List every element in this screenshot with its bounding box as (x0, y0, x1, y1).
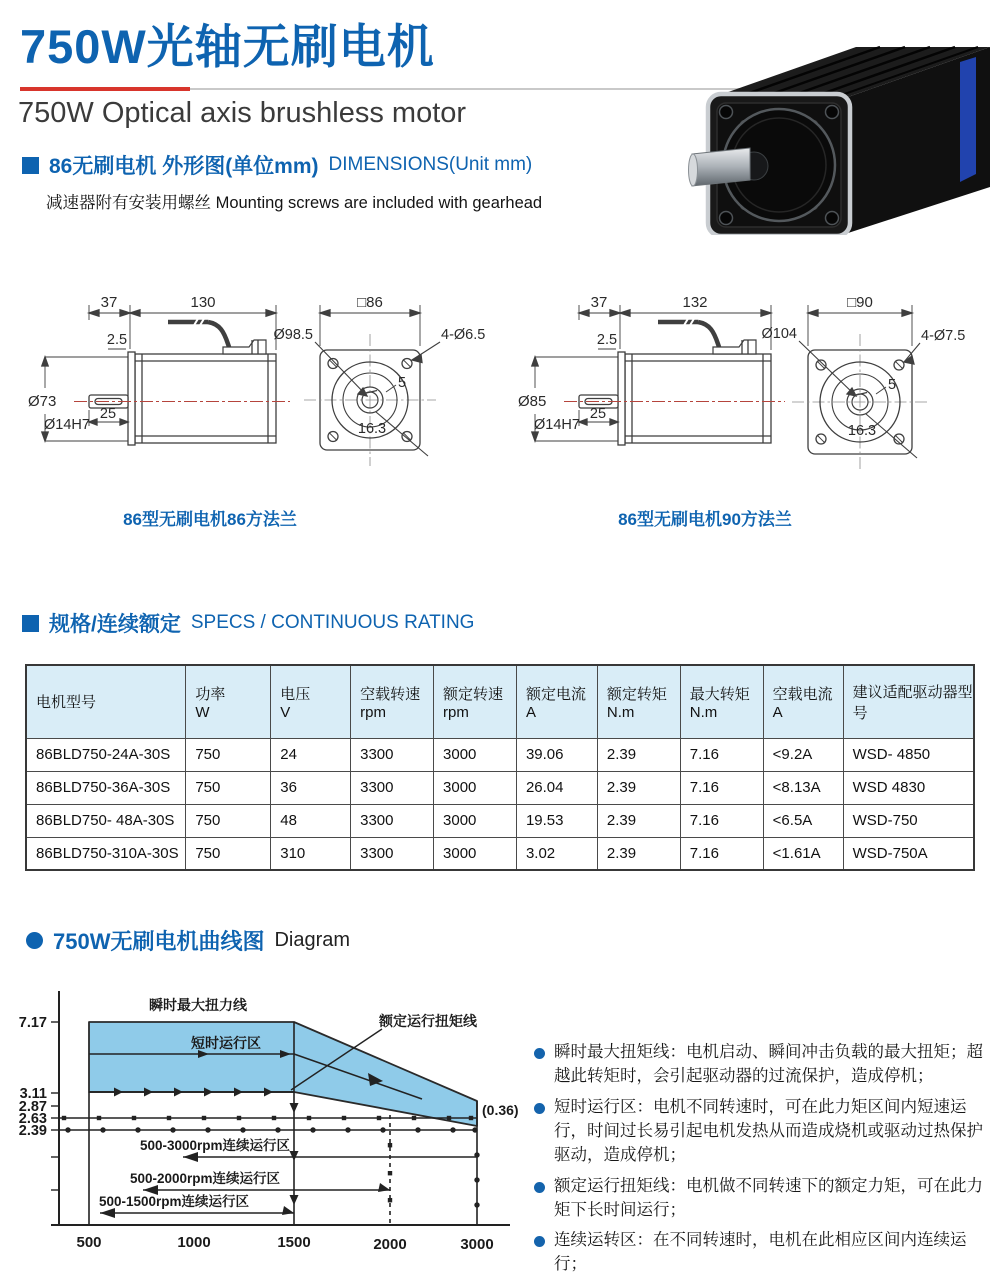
motor-body (689, 47, 991, 235)
bullet-dot-icon (534, 1048, 545, 1059)
torque-curve-chart (2, 985, 530, 1273)
motor-photo (688, 2, 1000, 235)
section-specs-title-en: SPECS / CONTINUOUS RATING (190, 612, 475, 633)
front-view-90-flange (792, 305, 928, 470)
dim-label-d73: Ø73 (28, 393, 57, 410)
col-header-rated-torque: 额定转矩 N.m (597, 665, 680, 738)
note-text: 短时运行区：电机不同转速时，可在此力矩区间内短速运行，时间过长易引起电机发热从而造成烧机或驱动过热保护驱动，造成停机； (554, 1097, 983, 1164)
section-diagram-title-en: Diagram (274, 929, 351, 951)
mounting-note: 减速器附有安装用螺丝 Mounting screws are included with gearhead (46, 194, 543, 212)
diagram-notes (534, 1041, 996, 1273)
table-row: 86BLD750-310A-30S 750 310 3300 3000 3.02 2.39 7.16 <1.61A WSD-750A (26, 837, 974, 870)
note-item (534, 1096, 996, 1168)
label-rated-torque-line: 额定运行扭矩线 (379, 1013, 477, 1029)
cell-model: 86BLD750-310A-30S (26, 837, 186, 870)
dim-label-sq90: □90 (847, 294, 873, 311)
label-peak-torque-line: 瞬时最大扭力线 (149, 997, 247, 1013)
dim-label-37-left: 37 (100, 294, 118, 311)
bullet-dot-icon (534, 1103, 545, 1114)
col-header-max-torque: 最大转矩 N.m (680, 665, 763, 738)
note-item (534, 1175, 996, 1223)
dimension-drawings (20, 292, 980, 497)
dim-label-16-3-right: 16.3 (847, 423, 877, 439)
bullet-dot-icon (534, 1182, 545, 1193)
dim-label-4d7-5: 4-Ø7.5 (921, 328, 966, 344)
col-header-voltage: 电压 V (271, 665, 351, 738)
short-time-zone-area (89, 1022, 477, 1126)
note-item (534, 1041, 996, 1089)
x-tick-1500: 1500 (277, 1234, 311, 1251)
x-tick-1000: 1000 (177, 1234, 211, 1251)
table-row: 86BLD750-24A-30S 750 24 3300 3000 39.06 2.39 7.16 <9.2A WSD- 4850 (26, 738, 974, 771)
cell-model: 86BLD750- 48A-30S (26, 804, 186, 837)
dim-label-16-3-left: 16.3 (357, 421, 387, 437)
section-dimensions-title-en: DIMENSIONS(Unit mm) (328, 154, 533, 175)
y-tick-2-39: 2.39 (18, 1123, 47, 1139)
col-header-power: 功率 W (186, 665, 271, 738)
section-dimensions-title-cn: 86无刷电机 外形图(单位mm) (49, 155, 319, 178)
page-title: 750W光轴无刷电机 (20, 20, 435, 73)
y-tick-2-87: 2.87 (18, 1099, 47, 1115)
section-diagram-title-cn: 750W无刷电机曲线图 (53, 929, 265, 954)
motor-label-stripe (960, 57, 976, 182)
col-header-rated-current: 额定电流 A (516, 665, 597, 738)
label-short-time-zone: 短时运行区 (191, 1035, 261, 1051)
y-tick-7-17: 7.17 (18, 1015, 47, 1031)
dim-label-25-left: 25 (99, 406, 117, 422)
dim-label-4d6-5: 4-Ø6.5 (441, 327, 486, 343)
label-zone-500-3000: 500-3000rpm连续运行区 (139, 1138, 291, 1153)
note-text: 瞬时最大扭矩线：电机启动、瞬间冲击负载的最大扭矩；超越此转矩时，会引起驱动器的过流保护，造成停机； (554, 1043, 983, 1085)
col-header-rated-speed: 额定转速 rpm (434, 665, 517, 738)
dim-label-shaft-left: Ø14H7 (44, 417, 90, 433)
section-dimensions-heading (22, 150, 532, 180)
motor-shaft (692, 148, 750, 186)
table-header-row (26, 665, 974, 738)
section-specs-heading (22, 608, 474, 638)
title-rule-red (20, 87, 190, 91)
note-item (534, 1229, 996, 1273)
table-row: 86BLD750-36A-30S 750 36 3300 3000 26.04 2.39 7.16 <8.13A WSD 4830 (26, 771, 974, 804)
cell-model: 86BLD750-24A-30S (26, 738, 186, 771)
x-tick-500: 500 (76, 1234, 102, 1251)
bullet-dot-icon (534, 1236, 545, 1247)
col-header-driver: 建议适配驱动器型号 (843, 665, 974, 738)
label-tip-value: (0.36) (482, 1102, 519, 1118)
section-square-icon (22, 615, 39, 632)
table-row: 86BLD750- 48A-30S 750 48 3300 3000 19.53 2.39 7.16 <6.5A WSD-750 (26, 804, 974, 837)
drawing-caption-90: 86型无刷电机90方法兰 (618, 510, 792, 529)
note-text: 连续运转区：在不同转速时，电机在此相应区间内连续运行； (554, 1231, 967, 1273)
drawing-caption-86: 86型无刷电机86方法兰 (123, 510, 297, 529)
col-header-noload-speed: 空载转速 rpm (351, 665, 434, 738)
col-header-model: 电机型号 (26, 665, 186, 738)
section-diagram-heading (26, 925, 350, 956)
dim-label-2-5-right: 2.5 (596, 332, 618, 348)
cell-model: 86BLD750-36A-30S (26, 771, 186, 804)
dim-label-25-right: 25 (589, 406, 607, 422)
y-tick-3-11: 3.11 (19, 1086, 47, 1102)
x-tick-2000: 2000 (373, 1236, 407, 1253)
label-zone-500-1500: 500-1500rpm连续运行区 (98, 1194, 250, 1209)
dim-label-37-right: 37 (590, 294, 608, 311)
note-text: 额定运行扭矩线：电机做不同转速下的额定力矩，可在此力矩下长时间运行； (554, 1176, 983, 1219)
col-header-noload-current: 空载电流 A (763, 665, 843, 738)
dim-label-132: 132 (682, 294, 708, 311)
page-subtitle: 750W Optical axis brushless motor (18, 97, 467, 129)
dim-label-d85: Ø85 (518, 393, 547, 410)
y-tick-2-63: 2.63 (18, 1111, 47, 1127)
dim-label-shaft-right: Ø14H7 (534, 417, 580, 433)
dim-label-2-5-left: 2.5 (106, 332, 128, 348)
dim-label-130: 130 (190, 294, 216, 311)
front-view-86-flange (304, 305, 440, 466)
dim-label-d104: Ø104 (761, 326, 797, 342)
section-specs-title-cn: 规格/连续额定 (49, 613, 181, 636)
dim-label-key-left: 5 (398, 375, 407, 391)
dim-label-sq86: □86 (357, 294, 383, 311)
specs-table (25, 664, 975, 871)
section-dot-icon (26, 932, 43, 949)
section-square-icon (22, 157, 39, 174)
label-zone-500-2000: 500-2000rpm连续运行区 (129, 1171, 281, 1186)
dim-label-key-right: 5 (888, 377, 897, 393)
dim-label-d98-5: Ø98.5 (273, 327, 313, 343)
x-tick-3000: 3000 (460, 1236, 494, 1253)
